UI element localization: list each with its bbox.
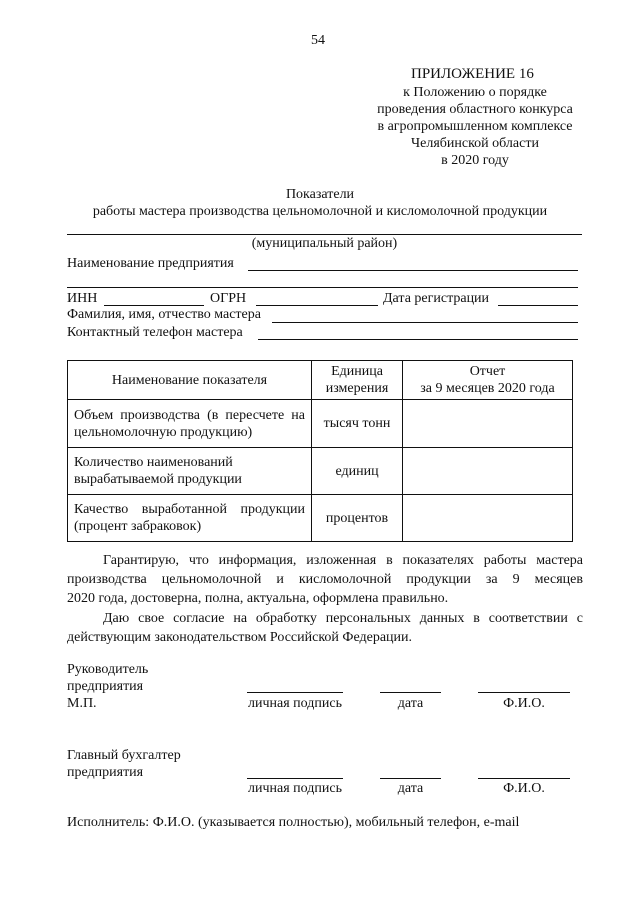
executor-line: Исполнитель: Ф.И.О. (указывается полностью), мобильный телефон, e-mail — [67, 815, 520, 830]
indicator-line: вырабатываемой продукции — [74, 472, 242, 487]
date-field-line — [380, 778, 441, 779]
inn-label: ИНН — [67, 291, 98, 306]
indicator-line: Качество выработанной продукции — [74, 502, 305, 517]
paragraph-line: производства цельномолочной и кисломолочной продукции за 9 месяцев — [67, 572, 583, 587]
reg-date-label: Дата регистрации — [383, 291, 490, 306]
date-caption: дата — [397, 696, 424, 711]
appendix-line: Челябинской области — [411, 136, 539, 151]
fio-caption: Ф.И.О. — [503, 696, 545, 711]
personal-signature-caption: личная подпись — [248, 696, 342, 711]
document-title: Показатели — [285, 187, 355, 202]
enterprise-field-line — [248, 270, 578, 271]
master-name-label: Фамилия, имя, отчество мастера — [67, 307, 261, 322]
indicator-line: Количество наименований — [74, 455, 233, 470]
report-cell[interactable] — [403, 448, 573, 495]
signature-field-line — [247, 778, 343, 779]
indicator-cell — [68, 400, 312, 448]
accountant-title-line: предприятия — [67, 765, 144, 780]
enterprise-field-line-2 — [67, 287, 578, 288]
table-header-line: за 9 месяцев 2020 года — [420, 381, 555, 396]
document-subtitle: работы мастера производства цельномолочной и кисломолочной продукции — [92, 204, 548, 219]
enterprise-label: Наименование предприятия — [67, 256, 234, 271]
head-title-line: предприятия — [67, 679, 144, 694]
master-name-field-line — [272, 322, 578, 323]
paragraph-line: Гарантирую, что информация, изложенная в показателях работы мастера — [103, 553, 583, 568]
fio-field-line — [478, 692, 570, 693]
indicator-line: Объем производства (в пересчете на — [74, 407, 305, 423]
indicator-cell — [68, 495, 312, 542]
paragraph-line: 2020 года, достоверна, полна, актуальна, оформлена правильно. — [67, 591, 449, 606]
appendix-line: к Положению о порядке — [403, 85, 547, 100]
table-header-line: Единица — [331, 364, 383, 379]
phone-label: Контактный телефон мастера — [67, 325, 243, 340]
table-header-cell — [403, 361, 573, 400]
ogrn-label: ОГРН — [210, 291, 247, 306]
ogrn-field-line — [256, 305, 378, 306]
municipal-caption: (муниципальный район) — [251, 236, 398, 251]
date-field-line — [380, 692, 441, 693]
table-header-line: измерения — [325, 381, 389, 396]
appendix-line: в агропромышленном комплексе — [377, 119, 573, 134]
page-number: 54 — [311, 33, 325, 48]
table-header-cell: Наименование показателя — [68, 361, 312, 400]
reg-date-field-line — [498, 305, 578, 306]
table-header-row — [68, 361, 573, 400]
table-row — [68, 400, 573, 448]
guarantee-paragraph — [67, 551, 583, 608]
fio-field-line — [478, 778, 570, 779]
personal-signature-caption: личная подпись — [248, 781, 342, 796]
accountant-title-line: Главный бухгалтер — [67, 748, 181, 763]
phone-field-line — [258, 339, 578, 340]
inn-field-line — [104, 305, 204, 306]
report-cell[interactable] — [403, 400, 573, 448]
unit-cell: тысяч тонн — [312, 400, 403, 448]
indicator-line: цельномолочную продукцию) — [74, 424, 253, 440]
consent-paragraph — [67, 609, 583, 647]
paragraph-line: Даю свое согласие на обработку персональных данных в соответствии с — [103, 611, 583, 626]
unit-cell: процентов — [312, 495, 403, 542]
date-caption: дата — [397, 781, 424, 796]
fio-caption: Ф.И.О. — [503, 781, 545, 796]
indicator-cell — [68, 448, 312, 495]
appendix-line: проведения областного конкурса — [377, 102, 573, 117]
appendix-title: ПРИЛОЖЕНИЕ 16 — [411, 66, 534, 82]
table-header-line: Отчет — [469, 364, 506, 379]
paragraph-line: действующим законодательством Российской Федерации. — [67, 630, 413, 645]
table-row — [68, 495, 573, 542]
report-cell[interactable] — [403, 495, 573, 542]
table-row — [68, 448, 573, 495]
table-header-cell — [312, 361, 403, 400]
appendix-line: в 2020 году — [441, 153, 509, 168]
municipal-field-line — [67, 234, 582, 235]
indicators-table — [67, 360, 573, 542]
signature-field-line — [247, 692, 343, 693]
head-title-line: Руководитель — [67, 662, 149, 677]
unit-cell: единиц — [312, 448, 403, 495]
indicator-line: (процент забраковок) — [74, 519, 202, 534]
stamp-label: М.П. — [67, 696, 97, 711]
